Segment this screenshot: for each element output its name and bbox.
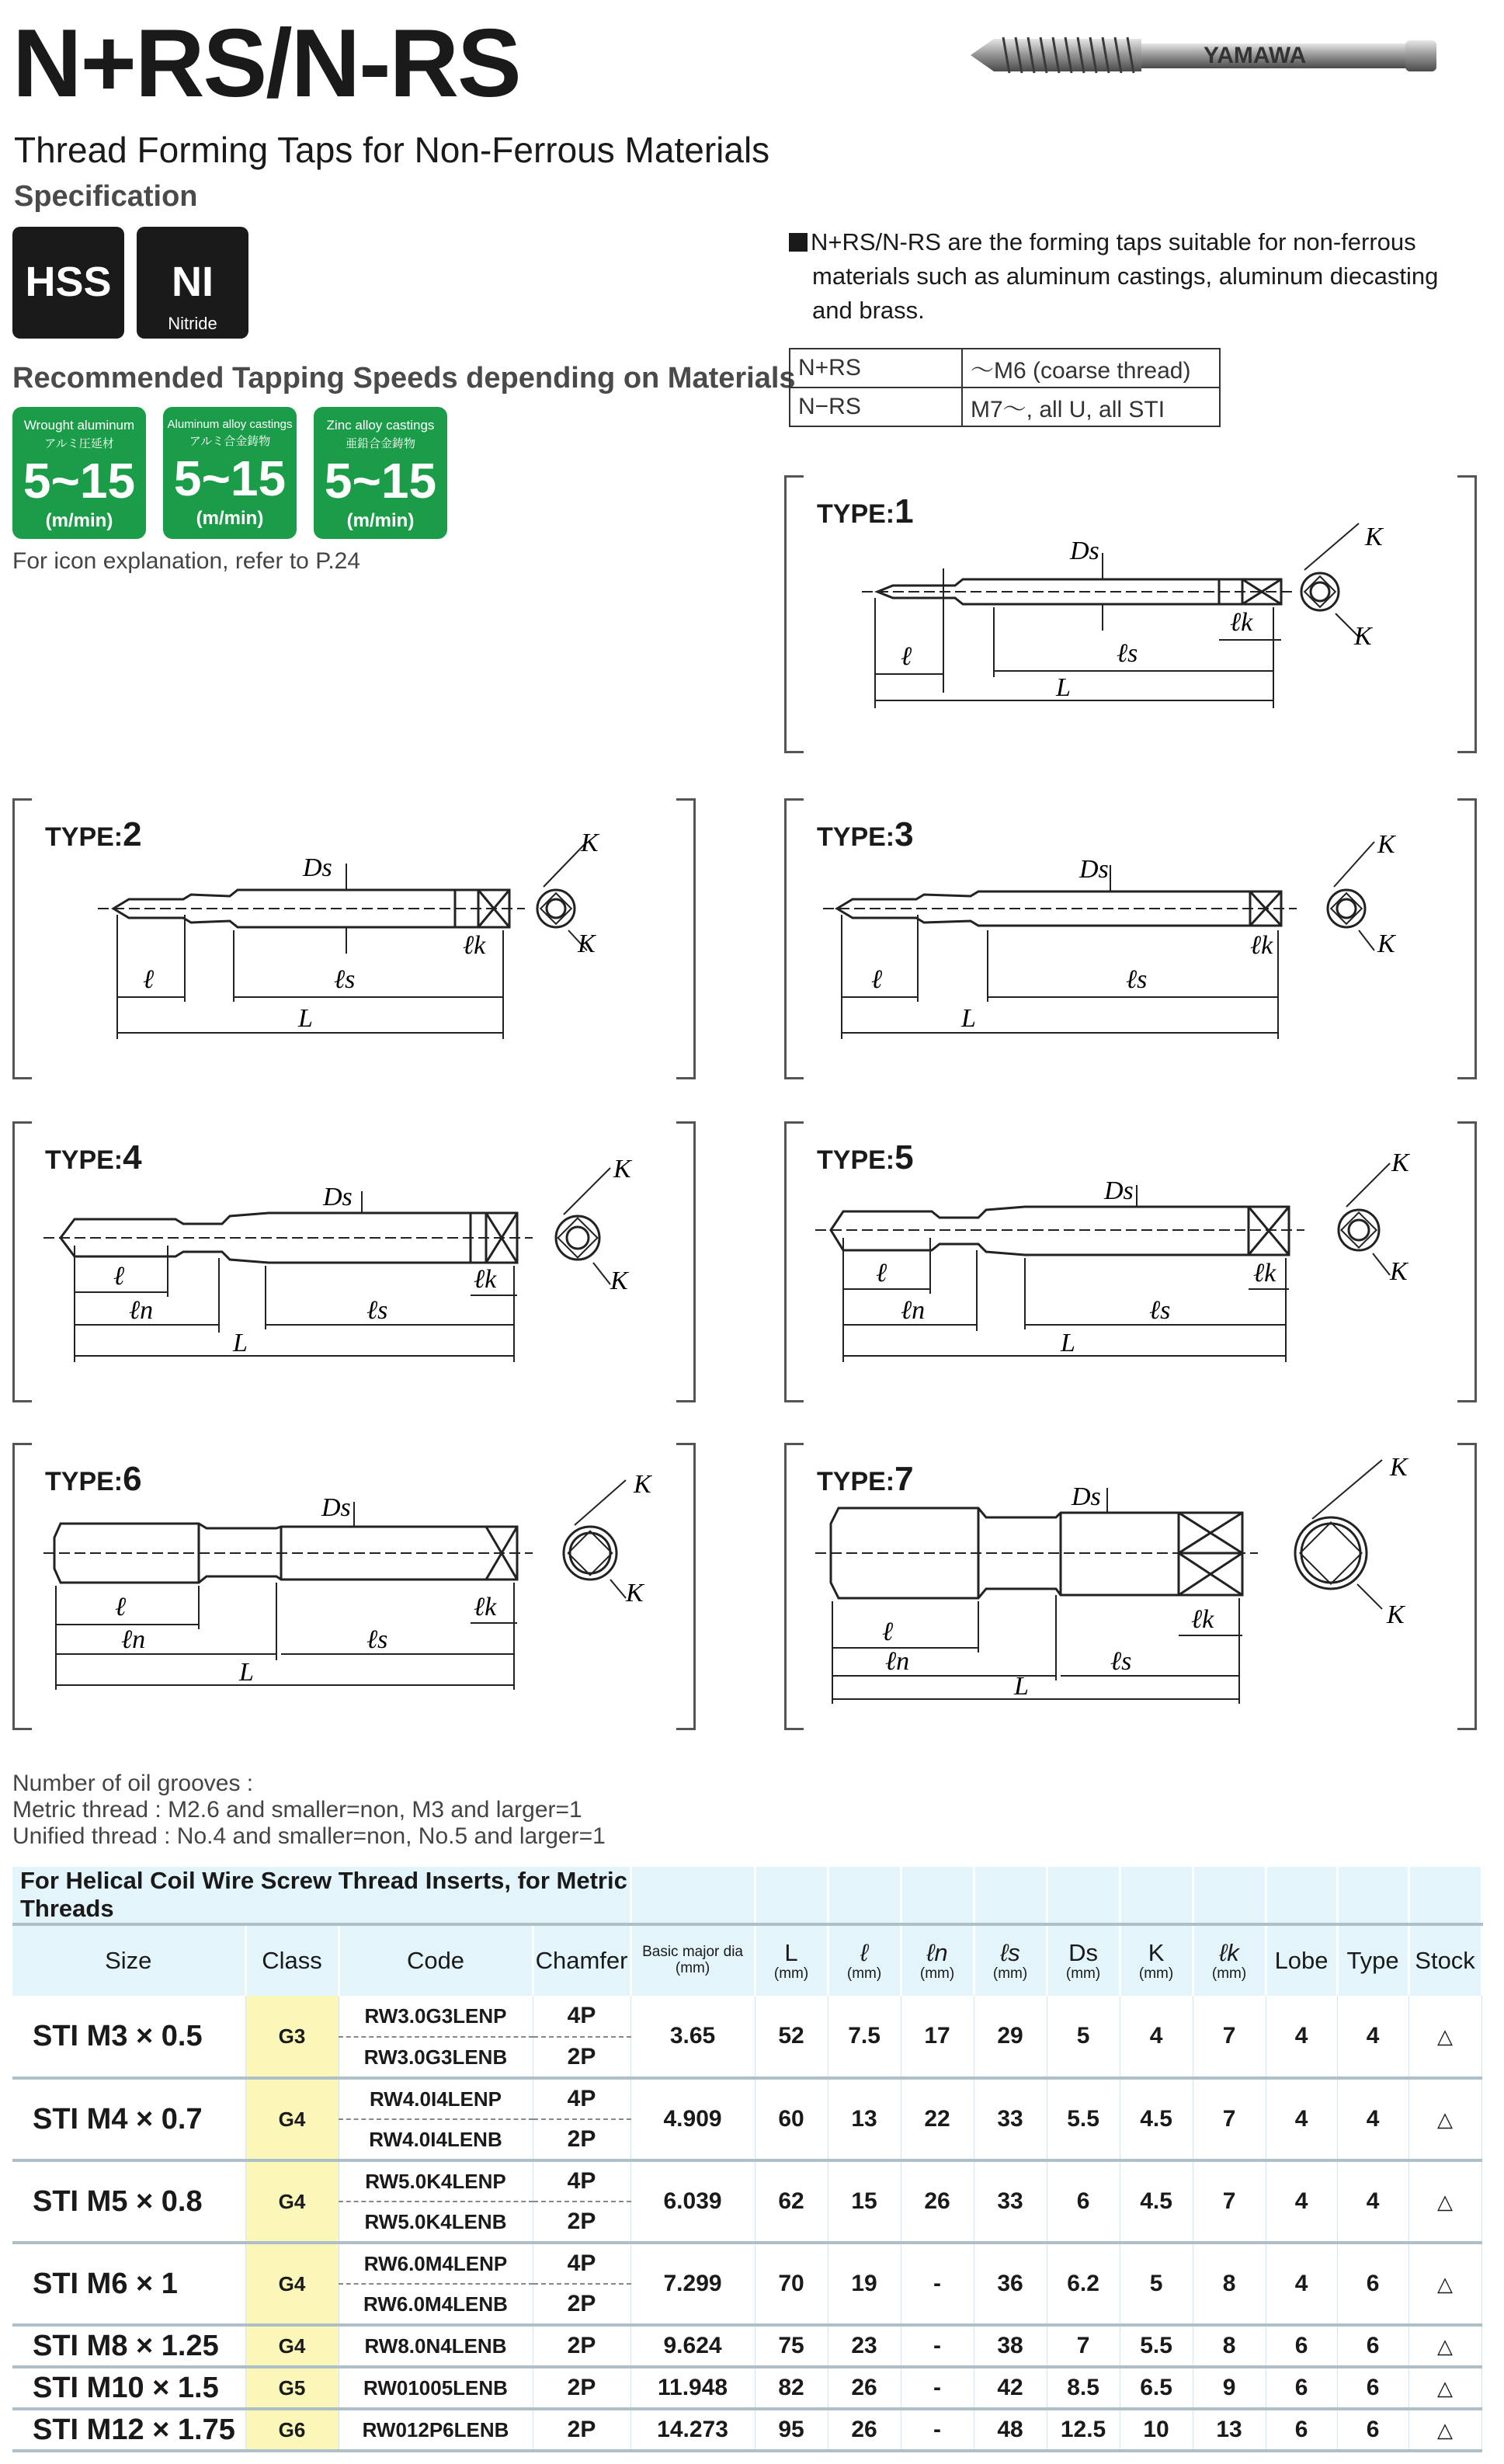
description-line: and brass. [812,297,925,324]
type-4-diagram [12,1121,696,1402]
dim-l-label: ℓ [876,1259,887,1288]
dim-L-label: L [1061,1329,1075,1357]
speed-card-wrought-aluminum [12,407,146,539]
dim-lk-label: ℓk [463,931,486,960]
nitride-badge-label: NI [172,259,214,305]
rs-range-cell: ～M6 (coarse thread) [962,349,1220,387]
type-label: TYPE:2 [45,815,142,853]
stock-cell: △ [1408,2243,1481,2325]
dim-k-label: K [1377,830,1395,859]
dim-ls-label: ℓs [1110,1647,1132,1676]
lobe-cell: 4 [1266,2243,1337,2325]
oil-grooves-note [12,1771,606,1850]
L-cell: 95 [755,2409,828,2451]
product-tap-image [963,28,1444,82]
basic-cell: 4.909 [630,2078,755,2160]
l-cell: 13 [828,2078,901,2160]
dim-L-label: L [239,1658,254,1687]
col-header-ln: ℓn (mm) [901,1924,974,1996]
l-cell: 26 [828,2367,901,2409]
L-cell: 75 [755,2325,828,2367]
col-header-type: Type [1337,1924,1408,1996]
col-header-size: Size [12,1924,245,1996]
dim-l-label: ℓ [901,642,912,671]
type-cell: 4 [1337,2078,1408,2160]
tap-drawing [784,798,1477,1079]
K-cell: 4 [1120,1996,1193,2078]
Ds-cell: 12.5 [1047,2409,1120,2451]
ls-cell: 38 [974,2325,1047,2367]
type-cell: 6 [1337,2243,1408,2325]
speed-material: Aluminum alloy castings [167,418,293,431]
rs-name-cell: N−RS [790,387,962,426]
type-cell: 4 [1337,2160,1408,2243]
l-cell: 19 [828,2243,901,2325]
type-label: TYPE:6 [45,1460,142,1498]
dim-ls-label: ℓs [1149,1296,1171,1325]
hss-badge-label: HSS [25,259,112,305]
speed-material: Wrought aluminum [23,418,135,433]
page-subtitle: Thread Forming Taps for Non-Ferrous Materials [14,130,770,170]
lobe-cell: 6 [1266,2409,1337,2451]
dim-ln-label: ℓn [885,1647,910,1676]
table-row [12,1996,1481,2037]
dim-ls-label: ℓs [1117,639,1138,668]
type-label: TYPE:3 [817,815,914,853]
type-7-diagram [784,1443,1477,1730]
spec-table [12,1867,1483,2452]
page-title: N+RS/N-RS [12,10,520,117]
Ds-cell: 5.5 [1047,2078,1120,2160]
ls-cell: 33 [974,2078,1047,2160]
col-header-code: Code [339,1924,533,1996]
tap-drawing [12,1443,696,1730]
code-cell: RW6.0M4LENP [339,2243,533,2284]
oil-note-line: Unified thread : No.4 and smaller=non, No.5 and larger=1 [12,1823,606,1849]
col-header-K: K (mm) [1120,1924,1193,1996]
size-cell: STI M5 × 0.8 [12,2160,245,2243]
recommended-speeds-label: Recommended Tapping Speeds depending on Materials [12,362,796,394]
col-header-ls: ℓs (mm) [974,1924,1047,1996]
size-cell: STI M8 × 1.25 [12,2325,245,2367]
class-cell: G4 [245,2078,339,2160]
specification-label: Specification [14,180,198,213]
L-cell: 62 [755,2160,828,2243]
L-cell: 82 [755,2367,828,2409]
type-cell: 6 [1337,2325,1408,2367]
chamfer-cell: 2P [533,2119,630,2160]
dim-L-label: L [233,1329,248,1357]
type-5-diagram [784,1121,1477,1402]
lk-cell: 9 [1193,2367,1266,2409]
lk-cell: 7 [1193,2160,1266,2243]
ls-cell: 48 [974,2409,1047,2451]
dim-k-label: K [613,1155,631,1183]
chamfer-cell: 4P [533,1996,630,2037]
speed-material-jp: アルミ圧延材 [44,437,114,450]
size-cell: STI M10 × 1.5 [12,2367,245,2409]
chamfer-cell: 2P [533,2037,630,2078]
lk-cell: 8 [1193,2325,1266,2367]
lk-cell: 13 [1193,2409,1266,2451]
dim-k-label: K [1390,1453,1408,1482]
ln-cell: - [901,2325,974,2367]
dim-ds-label: Ds [1072,1482,1101,1511]
ln-cell: - [901,2243,974,2325]
table-caption: For Helical Coil Wire Screw Thread Inserts, for Metric Threads [12,1867,630,1924]
dim-L-label: L [961,1004,976,1033]
dim-k-label: K [610,1267,628,1295]
dim-l-label: ℓ [143,965,155,994]
speed-value: 5~15 [324,453,437,509]
col-header-chamfer: Chamfer [533,1924,630,1996]
Ds-cell: 6 [1047,2160,1120,2243]
dim-ds-label: Ds [1079,855,1109,884]
table-row [12,2243,1481,2284]
type-label: TYPE:4 [45,1138,142,1176]
K-cell: 10 [1120,2409,1193,2451]
dim-ln-label: ℓn [129,1296,154,1325]
code-cell: RW8.0N4LENB [339,2325,533,2367]
dim-ds-label: Ds [303,853,332,882]
l-cell: 15 [828,2160,901,2243]
dim-k-label: K [1377,930,1395,958]
dim-ls-label: ℓs [366,1625,388,1654]
type-cell: 4 [1337,1996,1408,2078]
dim-L-label: L [298,1004,313,1033]
ln-cell: 17 [901,1996,974,2078]
product-brand-text: YAMAWA [1204,43,1307,68]
dim-ds-label: Ds [323,1183,353,1211]
dim-l-label: ℓ [882,1618,894,1646]
product-description [789,225,1480,328]
dim-l-label: ℓ [115,1593,127,1621]
dim-ds-label: Ds [321,1493,351,1522]
oil-note-line: Metric thread : M2.6 and smaller=non, M3 and larger=1 [12,1797,582,1823]
speed-value: 5~15 [173,450,287,506]
Ds-cell: 6.2 [1047,2243,1120,2325]
dim-ln-label: ℓn [901,1296,926,1325]
col-header-lobe: Lobe [1266,1924,1337,1996]
chamfer-cell: 2P [533,2367,630,2409]
type-label: TYPE:1 [817,492,914,530]
table-row [12,2078,1481,2119]
lk-cell: 7 [1193,1996,1266,2078]
basic-cell: 11.948 [630,2367,755,2409]
dim-lk-label: ℓk [474,1265,497,1294]
code-cell: RW012P6LENB [339,2409,533,2451]
type-3-diagram [784,798,1477,1079]
dim-lk-label: ℓk [474,1593,497,1621]
table-row [12,2325,1481,2367]
dim-lk-label: ℓk [1250,931,1273,960]
col-header-stock: Stock [1408,1924,1481,1996]
speed-unit: (m/min) [196,508,264,529]
ls-cell: 33 [974,2160,1047,2243]
K-cell: 4.5 [1120,2160,1193,2243]
dim-lk-label: ℓk [1253,1259,1276,1288]
code-cell: RW01005LENB [339,2367,533,2409]
lobe-cell: 6 [1266,2325,1337,2367]
speed-material-jp: アルミ合金鋳物 [189,435,271,448]
code-cell: RW6.0M4LENB [339,2284,533,2325]
type-label: TYPE:5 [817,1138,914,1176]
size-cell: STI M3 × 0.5 [12,1996,245,2078]
icon-note: For icon explanation, refer to P.24 [12,548,361,574]
dim-k-label: K [578,930,596,958]
size-cell: STI M12 × 1.75 [12,2409,245,2451]
l-cell: 23 [828,2325,901,2367]
K-cell: 4.5 [1120,2078,1193,2160]
K-cell: 5 [1120,2243,1193,2325]
table-caption-row [12,1867,1481,1924]
type-2-diagram [12,798,696,1079]
speed-material: Zinc alloy castings [326,418,435,433]
size-cell: STI M4 × 0.7 [12,2078,245,2160]
speed-unit: (m/min) [45,510,113,531]
type-6-diagram [12,1443,696,1730]
dim-L-label: L [1014,1672,1029,1701]
class-cell: G3 [245,1996,339,2078]
stock-cell: △ [1408,2367,1481,2409]
L-cell: 52 [755,1996,828,2078]
dim-k-label: K [626,1579,644,1607]
lk-cell: 8 [1193,2243,1266,2325]
ls-cell: 42 [974,2367,1047,2409]
stock-cell: △ [1408,2078,1481,2160]
lk-cell: 7 [1193,2078,1266,2160]
rs-range-table [789,348,1221,427]
tap-drawing [12,1121,696,1402]
rs-range-cell: M7～, all U, all STI [962,387,1220,426]
L-cell: 70 [755,2243,828,2325]
col-header-basic: Basic major dia (mm) [630,1924,755,1996]
type-1-diagram [784,475,1477,753]
col-header-L: L (mm) [755,1924,828,1996]
chamfer-cell: 4P [533,2078,630,2119]
nitride-badge [137,227,248,339]
ls-cell: 29 [974,1996,1047,2078]
chamfer-cell: 2P [533,2202,630,2243]
class-cell: G4 [245,2243,339,2325]
dim-ds-label: Ds [1070,537,1099,565]
chamfer-cell: 2P [533,2284,630,2325]
Ds-cell: 7 [1047,2325,1120,2367]
hss-badge [12,227,124,339]
dim-ln-label: ℓn [121,1625,146,1654]
code-cell: RW5.0K4LENP [339,2160,533,2202]
table-row [12,2160,1481,2202]
basic-cell: 7.299 [630,2243,755,2325]
dim-k-label: K [1390,1257,1408,1286]
lobe-cell: 4 [1266,1996,1337,2078]
dim-k-label: K [581,829,599,857]
code-cell: RW4.0I4LENP [339,2078,533,2119]
L-cell: 60 [755,2078,828,2160]
class-cell: G6 [245,2409,339,2451]
speed-value: 5~15 [23,453,136,509]
dim-ls-label: ℓs [366,1296,388,1325]
code-cell: RW3.0G3LENP [339,1996,533,2037]
description-line: N+RS/N-RS are the forming taps suitable for non-ferrous [811,228,1416,255]
basic-cell: 9.624 [630,2325,755,2367]
rs-name-cell: N+RS [790,349,962,387]
ls-cell: 36 [974,2243,1047,2325]
type-label: TYPE:7 [817,1460,914,1498]
oil-note-line: Number of oil grooves : [12,1771,254,1796]
tap-drawing [12,798,696,1079]
table-row [790,349,1220,387]
table-row [12,2367,1481,2409]
table-row [12,2409,1481,2451]
speed-card-aluminum-alloy [163,407,297,539]
bullet-square-icon [789,233,808,252]
class-cell: G4 [245,2325,339,2367]
ln-cell: 26 [901,2160,974,2243]
table-row [790,387,1220,426]
dim-k-label: K [1391,1149,1409,1177]
col-header-lk: ℓk (mm) [1193,1924,1266,1996]
tap-drawing [784,1443,1477,1730]
class-cell: G4 [245,2160,339,2243]
col-header-l: ℓ (mm) [828,1924,901,1996]
dim-l-label: ℓ [113,1262,125,1291]
col-header-class: Class [245,1924,339,1996]
stock-cell: △ [1408,2160,1481,2243]
nitride-badge-sub: Nitride [168,314,217,333]
dim-k-label: K [1365,523,1383,551]
ln-cell: - [901,2409,974,2451]
speed-material-jp: 亜鉛合金鋳物 [345,437,415,450]
basic-cell: 14.273 [630,2409,755,2451]
dim-k-label: K [1387,1600,1405,1629]
dim-lk-label: ℓk [1191,1605,1214,1634]
ln-cell: - [901,2367,974,2409]
ln-cell: 22 [901,2078,974,2160]
tap-drawing [784,475,1477,753]
code-cell: RW4.0I4LENB [339,2119,533,2160]
description-line: materials such as aluminum castings, aluminum diecasting [812,262,1439,290]
dim-k-label: K [1354,622,1372,651]
lobe-cell: 4 [1266,2160,1337,2243]
lobe-cell: 4 [1266,2078,1337,2160]
chamfer-cell: 2P [533,2409,630,2451]
chamfer-cell: 4P [533,2243,630,2284]
K-cell: 6.5 [1120,2367,1193,2409]
code-cell: RW5.0K4LENB [339,2202,533,2243]
code-cell: RW3.0G3LENB [339,2037,533,2078]
size-cell: STI M6 × 1 [12,2243,245,2325]
type-cell: 6 [1337,2367,1408,2409]
dim-ls-label: ℓs [334,965,356,994]
K-cell: 5.5 [1120,2325,1193,2367]
chamfer-cell: 2P [533,2325,630,2367]
basic-cell: 6.039 [630,2160,755,2243]
speed-card-zinc-alloy [314,407,447,539]
l-cell: 26 [828,2409,901,2451]
stock-cell: △ [1408,2409,1481,2451]
Ds-cell: 5 [1047,1996,1120,2078]
stock-cell: △ [1408,1996,1481,2078]
speed-unit: (m/min) [346,510,415,531]
dim-lk-label: ℓk [1230,608,1253,637]
stock-cell: △ [1408,2325,1481,2367]
dim-l-label: ℓ [871,965,883,994]
chamfer-cell: 4P [533,2160,630,2202]
dim-ds-label: Ds [1104,1176,1134,1205]
basic-cell: 3.65 [630,1996,755,2078]
col-header-Ds: Ds (mm) [1047,1924,1120,1996]
l-cell: 7.5 [828,1996,901,2078]
Ds-cell: 8.5 [1047,2367,1120,2409]
dim-ls-label: ℓs [1126,965,1148,994]
dim-L-label: L [1056,673,1071,702]
table-header-row [12,1924,1481,1996]
lobe-cell: 6 [1266,2367,1337,2409]
dim-k-label: K [634,1470,651,1499]
tap-drawing [784,1121,1477,1402]
type-cell: 6 [1337,2409,1408,2451]
class-cell: G5 [245,2367,339,2409]
